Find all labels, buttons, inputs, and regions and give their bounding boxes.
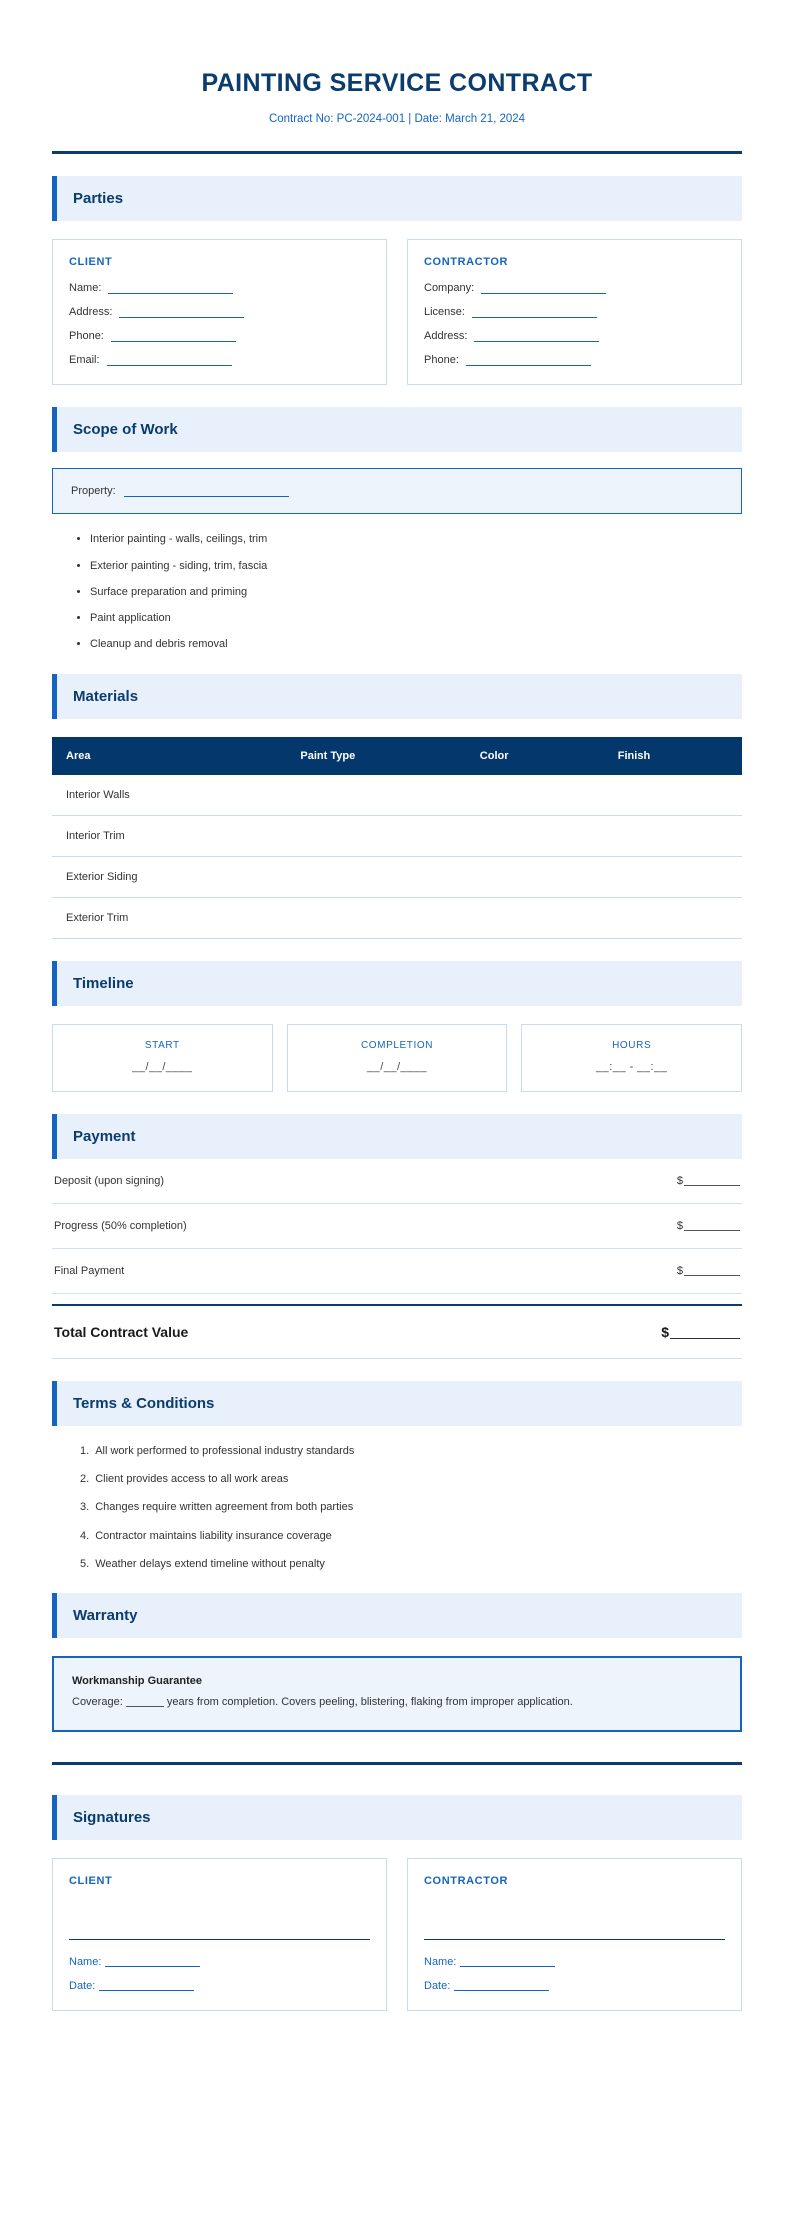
client-signature-heading: CLIENT [69, 1875, 113, 1888]
contractor-company-label: Company: [424, 282, 475, 295]
contractor-address-input-line[interactable] [474, 331, 599, 342]
client-signature-card [52, 1858, 387, 2011]
term-number: 2. [80, 1473, 90, 1486]
section-header-materials [52, 674, 742, 719]
cell-paint-type[interactable] [300, 815, 479, 856]
contractor-address-field[interactable] [424, 330, 725, 342]
table-row[interactable] [52, 897, 742, 938]
timeline-card-completion[interactable] [287, 1024, 508, 1092]
timeline-completion-value[interactable]: __/__/____ [366, 1060, 428, 1073]
list-item: • Surface preparation and priming [90, 585, 742, 599]
warranty-years-input-line[interactable] [126, 1706, 164, 1707]
client-signature-date-field[interactable] [69, 1980, 370, 1992]
payment-progress-input-line[interactable] [684, 1230, 740, 1231]
client-name-field[interactable] [69, 282, 370, 294]
section-header-payment [52, 1114, 742, 1159]
total-contract-value-label: Total Contract Value [54, 1323, 189, 1340]
timeline-hours-label: HOURS [612, 1039, 652, 1051]
client-email-label: Email: [69, 354, 100, 367]
client-phone-label: Phone: [69, 330, 104, 343]
contract-meta: Contract No: PC-2024-001 | Date: March 21, 2024 [268, 113, 526, 126]
client-card-heading: CLIENT [69, 256, 113, 269]
timeline-hours-value[interactable]: __:__ - __:__ [596, 1060, 668, 1073]
table-row[interactable] [52, 775, 742, 816]
section-title-materials: Materials [73, 687, 139, 705]
payment-progress-label: Progress (50% completion) [54, 1219, 187, 1232]
client-address-label: Address: [69, 306, 113, 319]
list-item [80, 1529, 742, 1543]
property-label: Property: [71, 485, 116, 498]
warranty-text [72, 1695, 722, 1710]
term-number: 1. [80, 1444, 90, 1457]
list-item: • Paint application [90, 611, 742, 625]
cell-area: Interior Walls [52, 775, 300, 816]
total-contract-value-input-line[interactable] [670, 1338, 740, 1339]
client-address-input-line[interactable] [119, 307, 244, 318]
contractor-signature-heading: CONTRACTOR [424, 1875, 509, 1888]
client-email-field[interactable] [69, 354, 370, 366]
payment-progress-amount[interactable] [677, 1220, 740, 1232]
section-title-signatures: Signatures [73, 1809, 151, 1827]
timeline-card-start[interactable] [52, 1024, 273, 1092]
section-header-terms [52, 1381, 742, 1426]
warranty-box [52, 1656, 742, 1732]
cell-finish[interactable] [618, 775, 742, 816]
list-item [80, 1500, 742, 1514]
section-header-signatures [52, 1795, 742, 1840]
term-text: All work performed to professional industry standards [95, 1444, 355, 1457]
timeline-start-value[interactable]: __/__/____ [132, 1060, 193, 1073]
section-title-terms: Terms & Conditions [73, 1394, 215, 1412]
column-header-finish: Finish [618, 737, 742, 775]
payment-final-amount[interactable] [677, 1265, 740, 1277]
contractor-phone-input-line[interactable] [466, 355, 591, 366]
client-email-input-line[interactable] [107, 355, 232, 366]
contractor-signature-date-field[interactable] [424, 1980, 725, 1992]
contractor-signature-name-input-line[interactable] [460, 1966, 555, 1967]
payment-row-deposit[interactable] [52, 1159, 742, 1204]
contractor-signature-name-label: Name: [424, 1956, 457, 1969]
timeline-card-hours[interactable] [521, 1024, 742, 1092]
client-signature-area[interactable] [69, 1887, 370, 1939]
materials-table [52, 737, 742, 939]
client-card [52, 239, 387, 385]
section-header-scope [52, 407, 742, 452]
term-text: Client provides access to all work areas [95, 1473, 289, 1486]
property-input-line[interactable] [124, 486, 289, 497]
term-text: Changes require written agreement from both parties [95, 1501, 354, 1514]
timeline-row [52, 1024, 742, 1092]
materials-table-body [52, 775, 742, 939]
cell-paint-type[interactable] [300, 775, 479, 816]
contractor-signature-line[interactable] [424, 1939, 725, 1940]
timeline-completion-label: COMPLETION [360, 1039, 434, 1051]
section-header-timeline [52, 961, 742, 1006]
payment-deposit-label: Deposit (upon signing) [54, 1174, 165, 1187]
contractor-license-field[interactable] [424, 306, 725, 318]
contractor-signature-name-field[interactable] [424, 1956, 725, 1968]
list-item [80, 1472, 742, 1486]
client-signature-name-input-line[interactable] [105, 1966, 200, 1967]
term-number: 4. [80, 1529, 90, 1542]
cell-paint-type[interactable] [300, 856, 479, 897]
contractor-license-input-line[interactable] [472, 307, 597, 318]
client-signature-date-input-line[interactable] [99, 1990, 194, 1991]
section-title-payment: Payment [73, 1127, 136, 1145]
warranty-coverage-label: Coverage: [72, 1696, 123, 1709]
contractor-phone-field[interactable] [424, 354, 725, 366]
cell-color[interactable] [480, 897, 618, 938]
term-text: Contractor maintains liability insurance coverage [95, 1529, 332, 1542]
client-name-label: Name: [69, 282, 102, 295]
cell-paint-type[interactable] [300, 897, 479, 938]
client-phone-field[interactable] [69, 330, 370, 342]
scope-list [52, 532, 742, 651]
cell-finish[interactable] [618, 856, 742, 897]
payment-row-progress[interactable] [52, 1204, 742, 1249]
cell-color[interactable] [480, 775, 618, 816]
client-signature-date-label: Date: [69, 1980, 96, 1993]
warranty-title: Workmanship Guarantee [72, 1675, 202, 1688]
client-name-input-line[interactable] [108, 283, 233, 294]
currency-symbol: $ [676, 1219, 683, 1232]
parties-row [52, 239, 742, 385]
client-phone-input-line[interactable] [111, 331, 236, 342]
payment-final-label: Final Payment [54, 1264, 125, 1277]
signatures-row [52, 1858, 742, 2011]
list-item: • Interior painting - walls, ceilings, trim [90, 532, 742, 546]
list-item: • Exterior painting - siding, trim, fascia [90, 559, 742, 573]
client-signature-name-label: Name: [69, 1956, 102, 1969]
term-number: 5. [80, 1557, 90, 1570]
list-item [80, 1444, 742, 1458]
currency-symbol: $ [676, 1264, 683, 1277]
cell-color[interactable] [480, 815, 618, 856]
section-header-parties [52, 176, 742, 221]
column-header-paint-type: Paint Type [300, 737, 479, 775]
total-contract-value-amount[interactable] [661, 1324, 740, 1340]
section-title-timeline: Timeline [73, 974, 134, 992]
payment-deposit-input-line[interactable] [684, 1185, 740, 1186]
header-divider [52, 151, 742, 154]
section-title-scope: Scope of Work [73, 421, 178, 439]
payment-row-final[interactable] [52, 1249, 742, 1294]
warranty-coverage-description: years from completion. Covers peeling, blistering, flaking from improper application. [166, 1696, 573, 1709]
cell-area: Exterior Trim [52, 897, 300, 938]
term-text: Weather delays extend timeline without penalty [95, 1557, 325, 1570]
column-header-color: Color [480, 737, 618, 775]
cell-finish[interactable] [618, 897, 742, 938]
table-header-row [52, 737, 742, 775]
currency-symbol: $ [676, 1174, 683, 1187]
section-header-warranty [52, 1593, 742, 1638]
materials-table-head [52, 737, 742, 775]
table-row[interactable] [52, 815, 742, 856]
contractor-phone-label: Phone: [424, 354, 459, 367]
column-header-area: Area [52, 737, 300, 775]
contractor-address-label: Address: [424, 330, 468, 343]
client-address-field[interactable] [69, 306, 370, 318]
list-item: • Cleanup and debris removal [90, 637, 742, 651]
terms-list [52, 1444, 742, 1571]
timeline-start-label: START [144, 1039, 180, 1051]
client-signature-name-field[interactable] [69, 1956, 370, 1968]
contractor-signature-area[interactable] [424, 1887, 725, 1939]
contractor-signature-date-input-line[interactable] [454, 1990, 549, 1991]
currency-symbol: $ [661, 1323, 669, 1340]
table-row[interactable] [52, 856, 742, 897]
page-title: PAINTING SERVICE CONTRACT [201, 69, 593, 97]
contractor-company-field[interactable] [424, 282, 725, 294]
cell-color[interactable] [480, 856, 618, 897]
contractor-signature-date-label: Date: [424, 1980, 451, 1993]
payment-final-input-line[interactable] [684, 1275, 740, 1276]
signatures-divider [52, 1762, 742, 1765]
contractor-card-heading: CONTRACTOR [424, 256, 509, 269]
term-number: 3. [80, 1501, 90, 1514]
property-field[interactable] [52, 468, 742, 514]
payment-deposit-amount[interactable] [677, 1175, 740, 1187]
cell-finish[interactable] [618, 815, 742, 856]
list-item [80, 1557, 742, 1571]
section-title-parties: Parties [73, 190, 124, 208]
contractor-license-label: License: [424, 306, 465, 319]
section-title-warranty: Warranty [73, 1607, 138, 1625]
client-signature-line[interactable] [69, 1939, 370, 1940]
cell-area: Interior Trim [52, 815, 300, 856]
payment-row-total[interactable] [52, 1306, 742, 1359]
contractor-card [407, 239, 742, 385]
contractor-company-input-line[interactable] [481, 283, 606, 294]
contractor-signature-card [407, 1858, 742, 2011]
cell-area: Exterior Siding [52, 856, 300, 897]
